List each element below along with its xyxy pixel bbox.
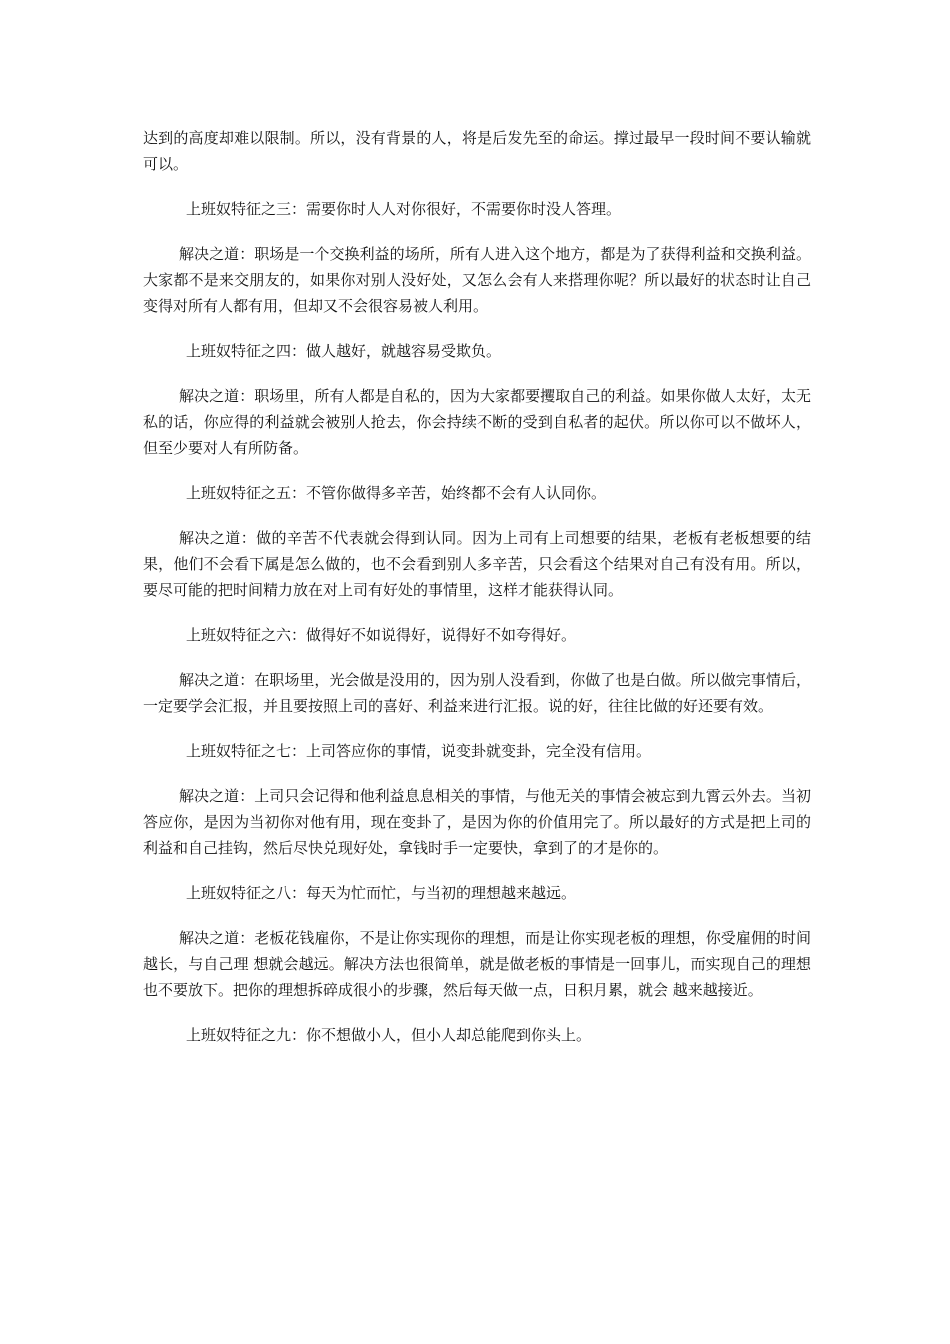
section-solution-3: 解决之道：职场是一个交换利益的场所，所有人进入这个地方，都是为了获得利益和交换利益。大家都不是来交朋友的，如果你对别人没好处，又怎么会有人来搭理你呢？所以最好的状态时让自己变得对所有人都有用，但却又不会很容易被人利用。: [143, 245, 811, 315]
section-heading-7: 上班奴特征之七：上司答应你的事情，说变卦就变卦，完全没有信用。: [186, 742, 652, 760]
section-heading-4: 上班奴特征之四：做人越好，就越容易受欺负。: [186, 342, 502, 360]
document-page: [143, 125, 811, 1067]
section-heading-9: 上班奴特征之九：你不想做小人，但小人却总能爬到你头上。: [186, 1026, 592, 1044]
section-solution-5: 解决之道：做的辛苦不代表就会得到认同。因为上司有上司想要的结果，老板有老板想要的结果，他们不会看下属是怎么做的，也不会看到别人多辛苦，只会看这个结果对自己有没有用。所以，要尽可能的把时间精力放在对上司有好处的事情里，这样才能获得认同。: [143, 529, 811, 599]
section-solution-4: 解决之道：职场里，所有人都是自私的，因为大家都要攫取自己的利益。如果你做人太好，太无私的话，你应得的利益就会被别人抢去，你会持续不断的受到自私者的起伏。所以你可以不做坏人，但至少要对人有所防备。: [143, 387, 811, 457]
section-heading-8: 上班奴特征之八：每天为忙而忙，与当初的理想越来越远。: [186, 884, 577, 902]
section-heading-3: 上班奴特征之三：需要你时人人对你很好，不需要你时没人答理。: [186, 200, 622, 218]
section-solution-6: 解决之道：在职场里，光会做是没用的，因为别人没看到，你做了也是白做。所以做完事情后，一定要学会汇报，并且要按照上司的喜好、利益来进行汇报。说的好，往往比做的好还要有效。: [143, 671, 811, 715]
section-heading-5: 上班奴特征之五：不管你做得多辛苦，始终都不会有人认同你。: [186, 484, 607, 502]
section-heading-6: 上班奴特征之六：做得好不如说得好，说得好不如夸得好。: [186, 626, 577, 644]
section-solution-8: 解决之道：老板花钱雇你，不是让你实现你的理想，而是让你实现老板的理想，你受雇佣的时间越长，与自己理 想就会越远。解决方法也很简单，就是做老板的事情是一回事儿，而实现自己的理想也不要放下。把你的理想拆碎成很小的步骤，然后每天做一点，日积月累，就会 越来越接近。: [143, 929, 811, 999]
continuation-paragraph: 达到的高度却难以限制。所以，没有背景的人，将是后发先至的命运。撑过最早一段时间不要认输就可以。: [143, 129, 811, 173]
section-solution-7: 解决之道：上司只会记得和他利益息息相关的事情，与他无关的事情会被忘到九霄云外去。当初答应你，是因为当初你对他有用，现在变卦了，是因为你的价值用完了。所以最好的方式是把上司的利益和自己挂钩，然后尽快兑现好处，拿钱时手一定要快，拿到了的才是你的。: [143, 787, 811, 857]
